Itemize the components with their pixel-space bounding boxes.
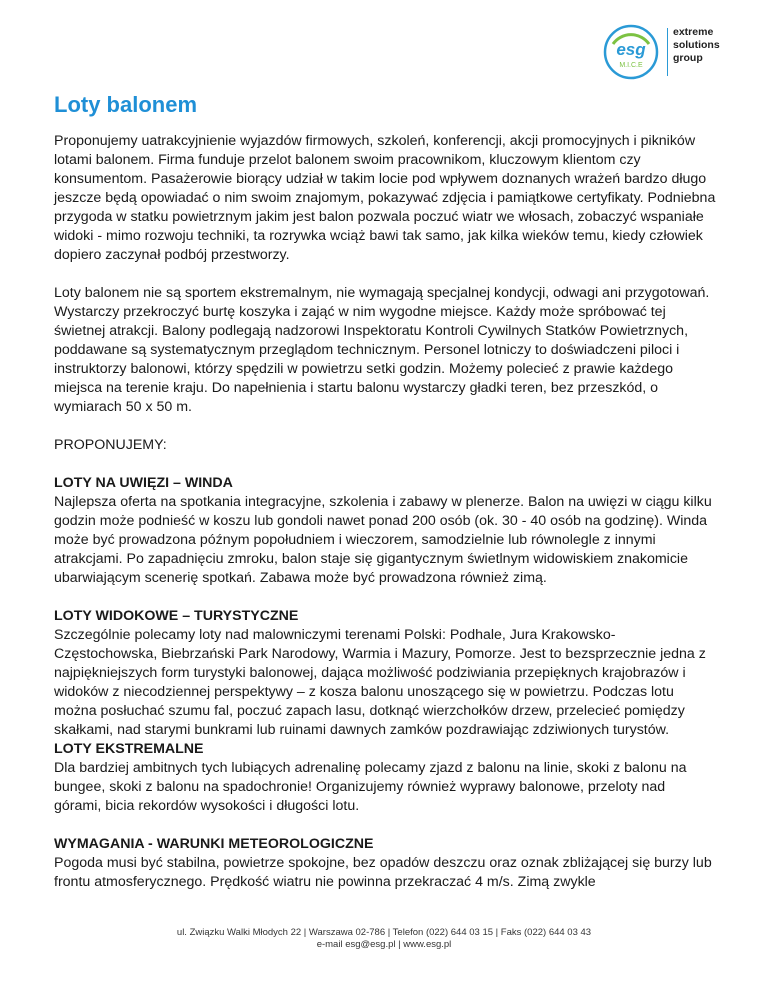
section-scenic: [54, 607, 716, 740]
intro-paragraph-2: Loty balonem nie są sportem ekstremalnym, nie wymagają specjalnej kondycji, odwagi ani przygotowań. Wystarczy przekroczyć burtę koszyka i zająć w nim wygodne miejsce. Każdy może spróbować tej świetnej atrakcji. Balony podlegają nadzorowi Inspektoratu Kontroli Cywilnych Statków Powietrznych, poddawane są systematycznym przeglądom technicznym. Personel lotniczy to doświadczeni piloci i instruktorzy balonowi, którzy spędzili w powietrzu setki godzin. Możemy polecieć z prawie każdego miejsca na terenie kraju. Do napełnienia i startu balonu wystarczy gładki teren, bez przeszkód, o wymiarach 50 x 50 m.: [54, 285, 710, 415]
section-text: Szczególnie polecamy loty nad malowniczymi terenami Polski: Podhale, Jura Krakowsko-Częstochowska, Biebrzański Park Narodowy, Warmia i Mazury, Pomorze. Jest to bezsprzecznie jedna z najpiękniejszych form turystyki balonowej, dająca możliwość podziwiania przepięknych krajobrazów i widoków z niecodziennej perspektywy – z kosza balonu unoszącego się w powietrzu. Podczas lotu można posłuchać szumu fal, poczuć zapach lasu, dotknąć wierzchołków drzew, przelecieć pomiędzy skałkami, nad starymi bunkrami lub ruinami dawnych zamków pozdrawiając zdziwionych turystów.: [54, 627, 706, 738]
logo-line-1: extreme: [673, 26, 714, 38]
section-text: Najlepsza oferta na spotkania integracyjne, szkolenia i zabawy w plenerze. Balon na uwięzi w ciągu kilku godzin może podnieść w koszu lub gondoli nawet ponad 200 osób (ok. 30 - 40 osób na godzinę). Winda może być prowadzona późnym popołudniem i wieczorem, samodzielnie lub równolegle z innymi atrakcjami. Po zapadnięciu zmroku, balon staje się gigantycznym świetlnym widowiskiem znakomicie ubarwiającym scenerię spotkań. Zabawa może być prowadzona również zimą.: [54, 494, 712, 586]
logo-badge-sub: M.I.C.E: [619, 62, 643, 69]
logo-line-3: group: [673, 52, 703, 64]
page-title: Loty balonem: [54, 92, 198, 117]
section-tethered: [54, 474, 716, 588]
intro-paragraph-1: Proponujemy uatrakcyjnienie wyjazdów firmowych, szkoleń, konferencji, akcji promocyjnych i pikników lotami balonem. Firma funduje przelot balonem swoim pracownikom, kluczowym klientom czy konsumentom. Pasażerowie biorący udział w takim locie pod wpływem doznanych wrażeń bardzo długo jeszcze będą opowiadać o nim swoim znajomym, pokazywać zdjęcia i pamiątkowe certyfikaty. Podniebna przygoda w statku powietrznym jakim jest balon pozwala poczuć wiatr we włosach, zobaczyć wspaniałe widoki - mimo rozwoju techniki, ta rozrywka wciąż bawi tak samo, jak kilka wieków temu, kiedy człowiek dopiero zaczynał podbój przestworzy.: [54, 133, 716, 263]
section-heading: LOTY NA UWIĘZI – WINDA: [54, 475, 233, 491]
company-logo: [603, 22, 753, 80]
footer-contact: e-mail esg@esg.pl | www.esg.pl: [316, 939, 452, 950]
section-text: Pogoda musi być stabilna, powietrze spokojne, bez opadów deszczu oraz oznak zbliżającej się burzy lub frontu atmosferycznego. Prędkość wiatru nie powinna przekraczać 4 m/s. Zimą zwykle: [54, 855, 712, 890]
logo-badge-text: esg: [616, 40, 646, 59]
section-heading: LOTY WIDOKOWE – TURYSTYCZNE: [54, 608, 299, 624]
footer-address: ul. Związku Walki Młodych 22 | Warszawa 02-786 | Telefon (022) 644 03 15 | Faks (022) 644 03 43: [176, 927, 592, 938]
logo-divider: [667, 28, 668, 76]
section-text: Dla bardziej ambitnych tych lubiących adrenalinę polecamy zjazd z balonu na linie, skoki z balonu na bungee, skoki z balonu na spadochronie! Organizujemy również wyprawy balonowe, przeloty nad górami, bicia rekordów wysokości i długości lotu.: [54, 760, 687, 814]
proposals-label: PROPONUJEMY:: [54, 437, 167, 453]
esg-badge-icon: [603, 24, 659, 80]
page-footer: [0, 927, 768, 951]
section-extreme: [54, 740, 716, 816]
section-heading: LOTY EKSTREMALNE: [54, 741, 204, 757]
logo-brand-text: [673, 26, 720, 65]
document-body: [54, 132, 716, 911]
section-heading: WYMAGANIA - WARUNKI METEOROLOGICZNE: [54, 836, 374, 852]
section-requirements: [54, 835, 716, 892]
logo-line-2: solutions: [673, 39, 720, 51]
